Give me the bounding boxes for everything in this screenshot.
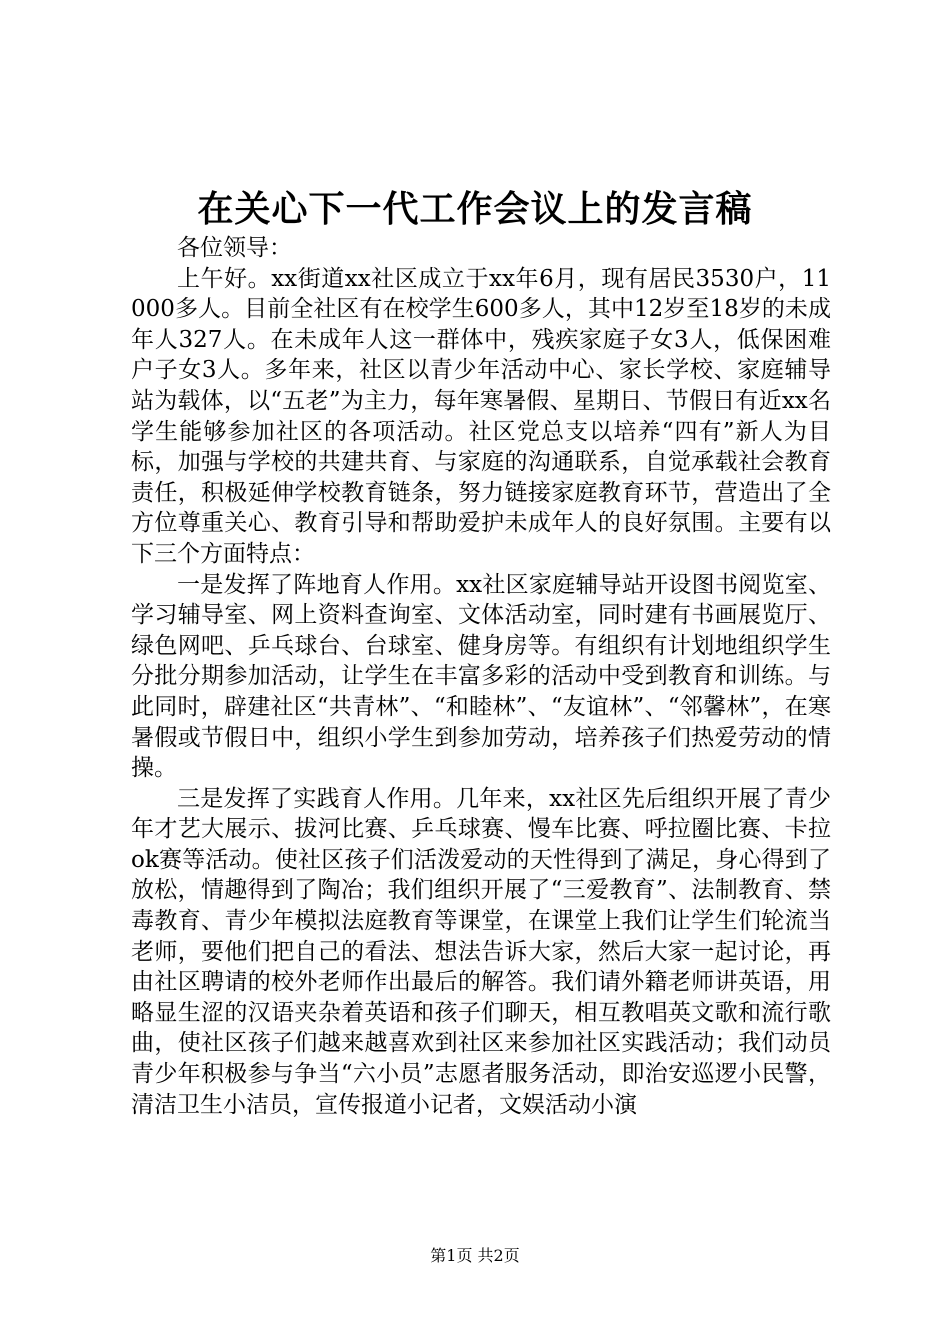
page-number-footer: 第1页 共2页 xyxy=(430,1246,520,1265)
salutation-paragraph: 各位领导： xyxy=(177,235,292,261)
document-title: 在关心下一代工作会议上的发言稿 xyxy=(197,188,753,230)
body-paragraph: 上午好。xx街道xx社区成立于xx年6月，现有居民3530户，11000多人。目前全社区有在校学生600多人，其中12岁至18岁的未成年人327人。在未成年人这一群体中，残疾家庭子女3人，低保困难户子女3人。多年来，社区以青少年活动中心、家长学校、家庭辅导站为载体，以“五老”为主力，每年寒暑假、星期日、节假日有近xx名学生能够参加社区的各项活动。社区党总支以培养“四有”新人为目标，加强与学校的共建共育、与家庭的沟通联系，自觉承载社会教育责任，积极延伸学校教育链条，努力链接家庭教育环节，营造出了全方位尊重关心、教育引导和帮助爱护未成年人的良好氛围。主要有以下三个方面特点： xyxy=(131,265,831,567)
body-paragraph: 三是发挥了实践育人作用。几年来，xx社区先后组织开展了青少年才艺大展示、拔河比赛、乒乓球赛、慢车比赛、呼拉圈比赛、卡拉ok赛等活动。使社区孩子们活泼爱动的天性得到了满足，身心得到了放松，情趣得到了陶冶；我们组织开展了“三爱教育”、法制教育、禁毒教育、青少年模拟法庭教育等课堂，在课堂上我们让学生们轮流当老师，要他们把自己的看法、想法告诉大家，然后大家一起讨论，再由社区聘请的校外老师作出最后的解答。我们请外籍老师讲英语，用略显生涩的汉语夹杂着英语和孩子们聊天，相互教唱英文歌和流行歌曲，使社区孩子们越来越喜欢到社区来参加社区实践活动；我们动员青少年积极参与争当“六小员”志愿者服务活动，即治安巡逻小民警，清洁卫生小洁员，宣传报道小记者，文娱活动小演 xyxy=(131,785,831,1118)
document-body xyxy=(131,233,831,1120)
body-paragraph: 一是发挥了阵地育人作用。xx社区家庭辅导站开设图书阅览室、学习辅导室、网上资料查询室、文体活动室，同时建有书画展览厅、绿色网吧、乒乓球台、台球室、健身房等。有组织有计划地组织学生分批分期参加活动，让学生在丰富多彩的活动中受到教育和训练。与此同时，辟建社区“共青林”、“和睦林”、“友谊林”、“邻馨林”，在寒暑假或节假日中，组织小学生到参加劳动，培养孩子们热爱劳动的情操。 xyxy=(131,571,831,782)
